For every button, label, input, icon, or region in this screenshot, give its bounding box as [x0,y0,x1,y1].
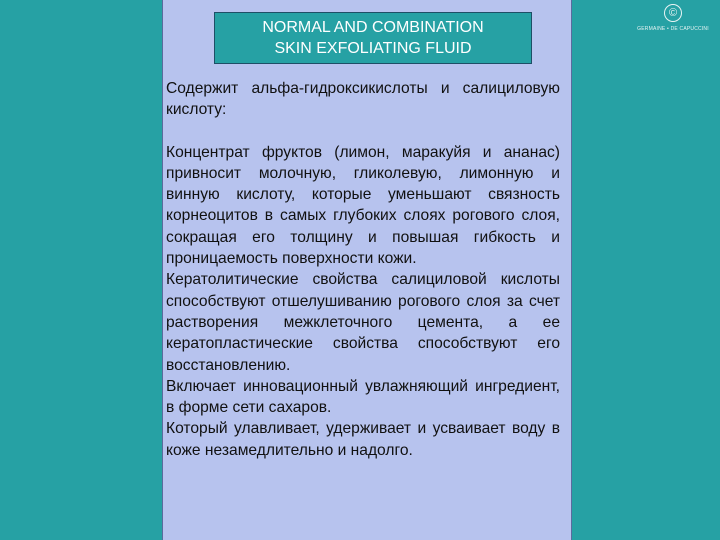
paragraph-intro: Содержит альфа-гидроксикислоты и салициловую кислоту: [166,80,560,119]
paragraph-moisturizer: Включает инновационный увлажняющий ингредиент, в форме сети сахаров. [166,377,560,417]
title-line-2: SKIN EXFOLIATING FLUID [274,40,472,57]
brand-logo [628,4,718,48]
logo-mark-icon: © [664,4,682,22]
paragraph-salicylic: Кератолитические свойства салициловой кислоты способствуют отшелушиванию рогового слоя за счет растворения межклеточного цемента, а ее кератопластические свойства способствуют его восстановлению. [166,271,560,374]
logo-text: GERMAINE • DE CAPUCCINI [637,26,709,32]
paragraph-fruit-concentrate: Концентрат фруктов (лимон, маракуйя и ананас) привносит молочную, гликолевую, лимонную и винную кислоту, которые уменьшают связность корнеоцитов в самых глубоких слоях рогового слоя, сокращая его толщину и повышая гибкость и проницаемость поверхности кожи. [166,143,560,268]
paragraph-sugar-network: Который улавливает, удерживает и усваивает воду в коже незамедлительно и надолго. [166,420,560,459]
body-text [166,78,560,461]
title-line-1: NORMAL AND COMBINATION [262,19,484,36]
slide-title [214,12,532,64]
